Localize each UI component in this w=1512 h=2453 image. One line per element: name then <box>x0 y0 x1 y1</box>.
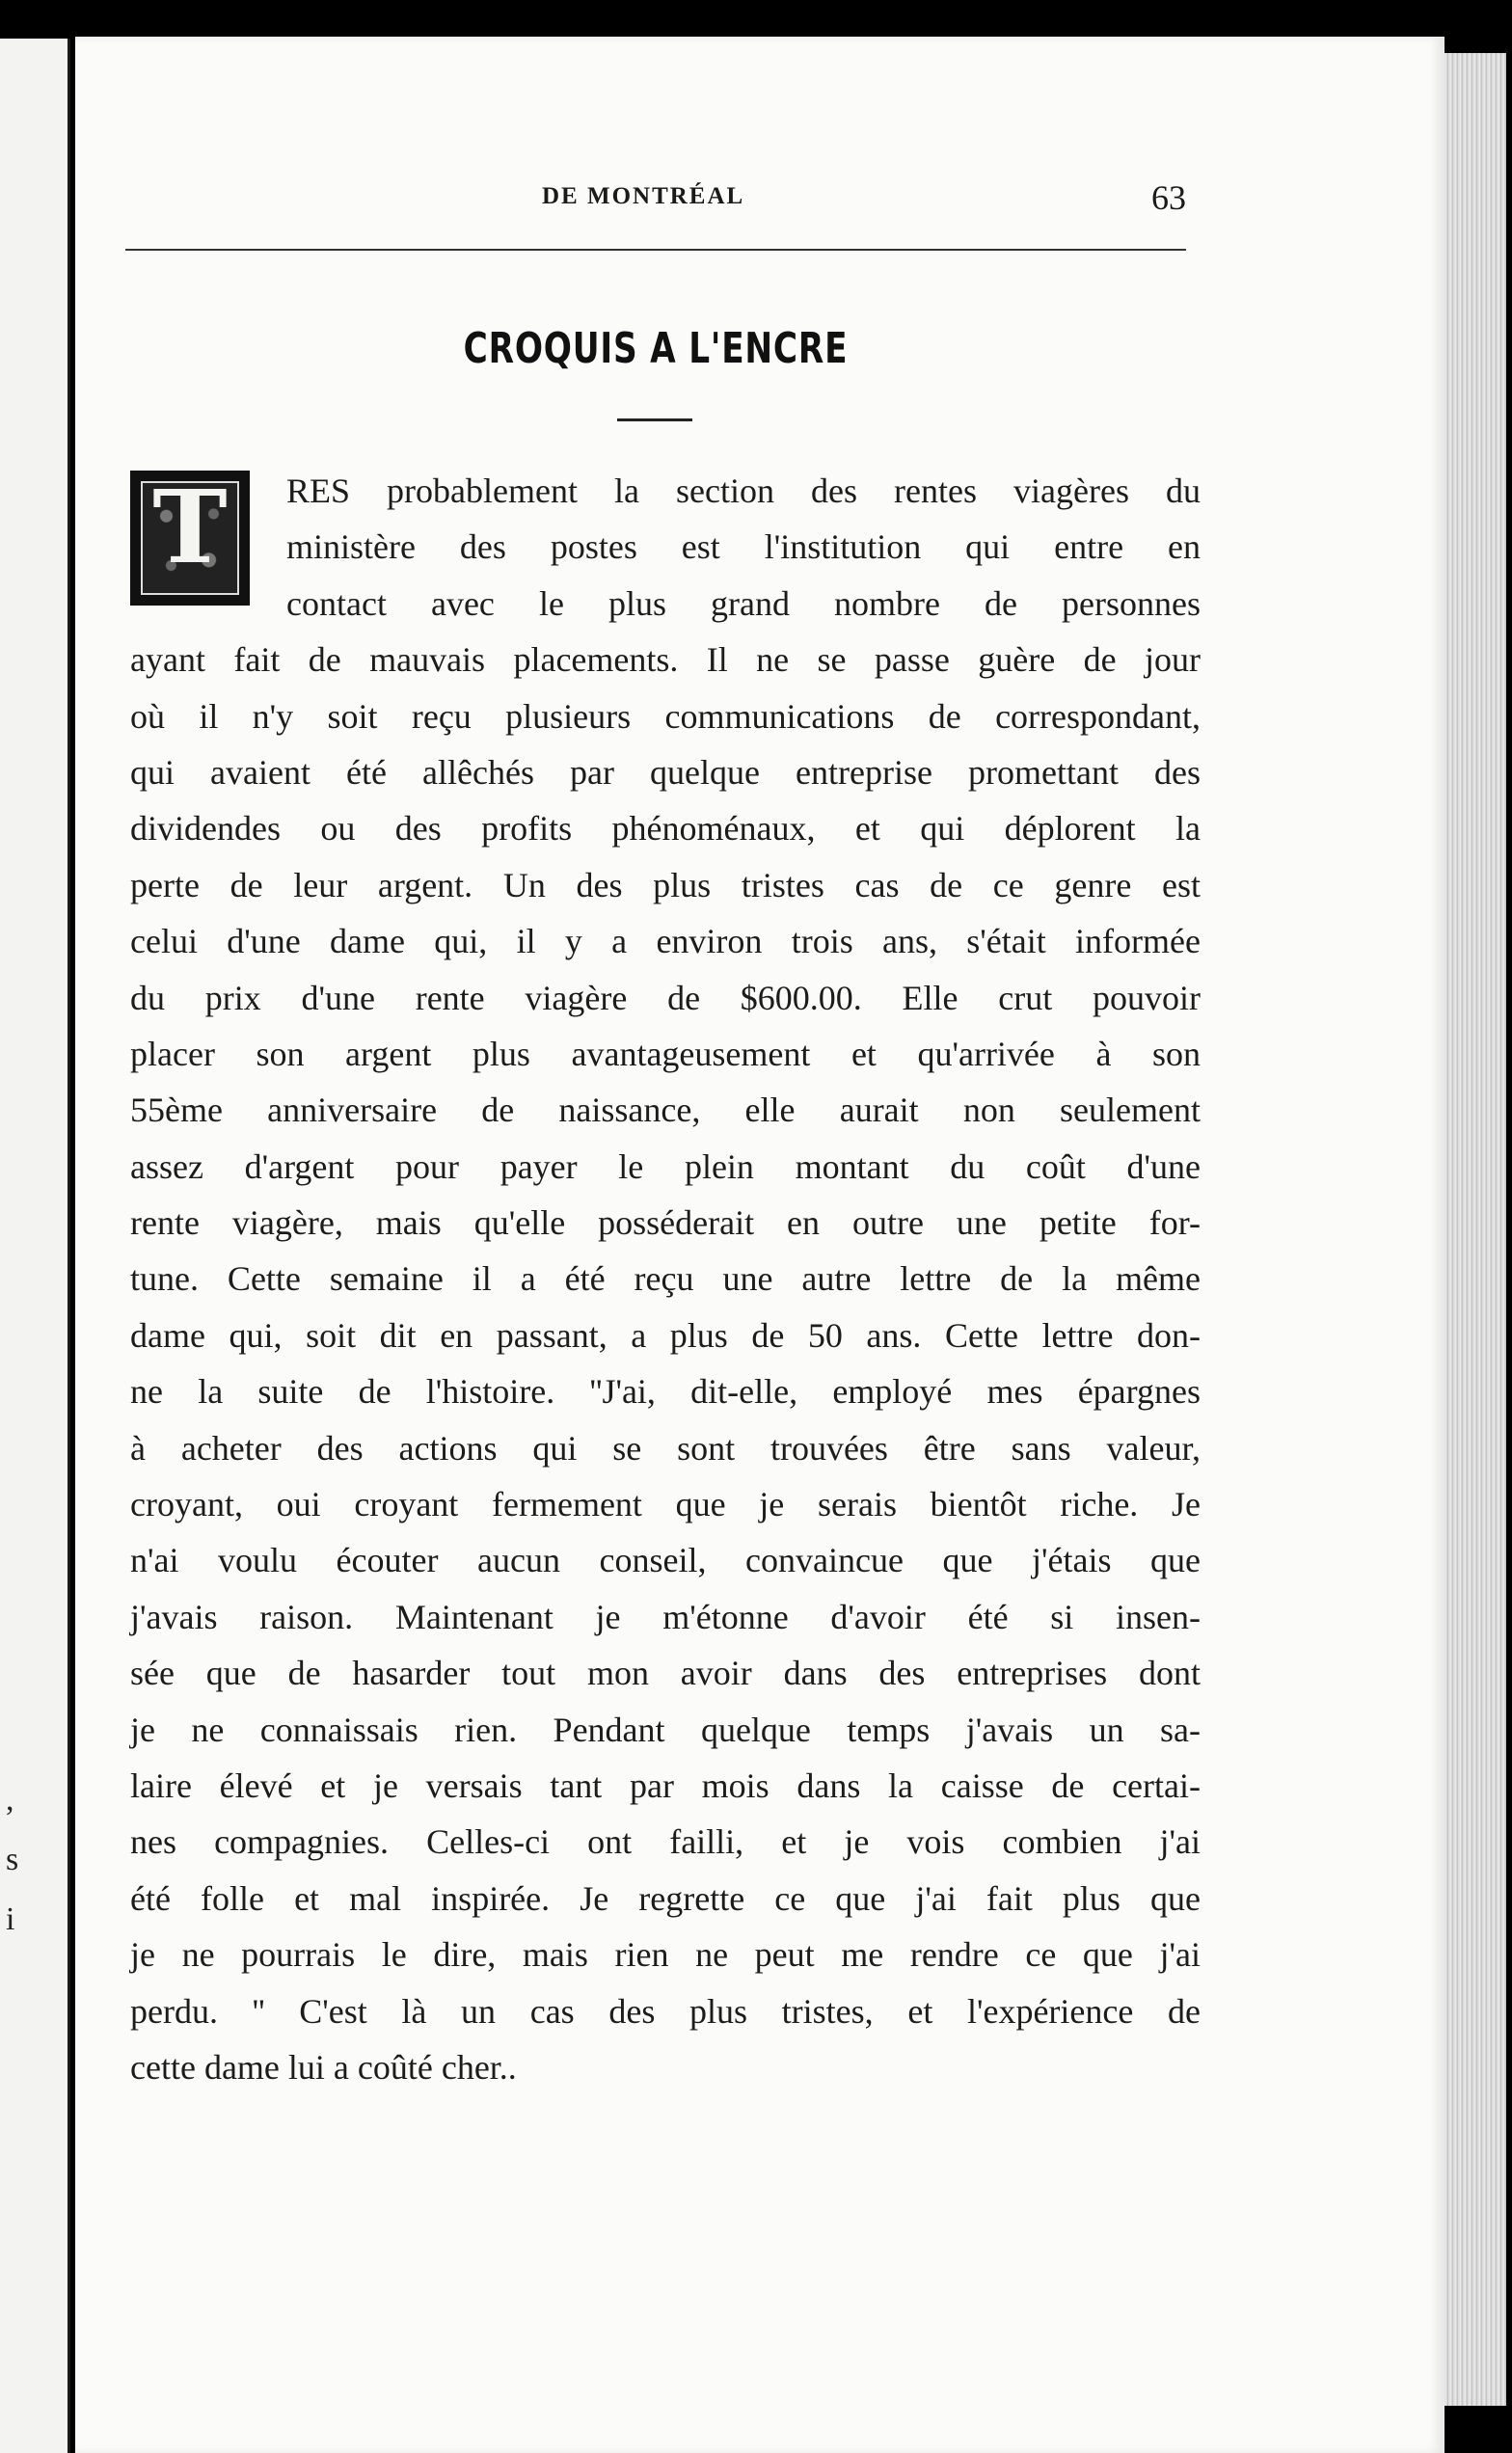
header-rule <box>125 249 1186 251</box>
text-line: je ne connaissais rien. Pendant quelque temps j'avais un sa- <box>130 1710 1201 1749</box>
text-line: contact avec le plus grand nombre de personnes <box>286 583 1201 623</box>
text-line: perte de leur argent. Un des plus tristes cas de ce genre est <box>130 865 1201 904</box>
running-title: DE MONTRÉAL <box>542 183 745 209</box>
text-line: perdu. '' C'est là un cas des plus tristes, et l'expérience de <box>130 1991 1201 2031</box>
text-line: tune. Cette semaine il a été reçu une autre lettre de la même <box>130 1259 1201 1299</box>
text-line: dividendes ou des profits phénoménaux, et qui déplorent la <box>130 809 1201 849</box>
page-number: 63 <box>1151 178 1186 217</box>
text-line: RES probablement la section des rentes viagères du <box>286 472 1201 510</box>
text-line: où il n'y soit reçu plusieurs communications de correspondant, <box>130 696 1201 736</box>
text-line: ayant fait de mauvais placements. Il ne se passe guère de jour <box>130 640 1201 680</box>
page-stack-edges <box>1444 53 1506 2406</box>
text-line: à acheter des actions qui se sont trouvées être sans valeur, <box>130 1428 1201 1468</box>
text-line: sée que de hasarder tout mon avoir dans des entreprises dont <box>130 1654 1201 1693</box>
text-line: rente viagère, mais qu'elle posséderait en outre une petite for- <box>130 1203 1201 1243</box>
text-line: je ne pourrais le dire, mais rien ne peut me rendre ce que j'ai <box>130 1935 1201 1975</box>
dropcap-letter: T <box>152 471 228 586</box>
text-line: été folle et mal inspirée. Je regrette ce que j'ai fait plus que <box>130 1878 1201 1918</box>
text-line: ministère des postes est l'institution qui entre en <box>286 527 1201 567</box>
text-line: j'avais raison. Maintenant je m'étonne d'avoir été si insen- <box>130 1597 1201 1636</box>
article-body <box>130 463 1201 2095</box>
text-line: nes compagnies. Celles-ci ont failli, et je vois combien j'ai <box>130 1822 1201 1862</box>
text-line: ne la suite de l'histoire. ''J'ai, dit-elle, employé mes épargnes <box>130 1372 1201 1412</box>
text-line: laire élevé et je versais tant par mois dans la caisse de certai- <box>130 1766 1201 1805</box>
text-line: croyant, oui croyant fermement que je serais bientôt riche. Je <box>130 1485 1201 1524</box>
article-title: CROQUIS A L'ENCRE <box>463 324 849 373</box>
facing-page-mark: , <box>6 1782 14 1818</box>
facing-page-mark: i <box>6 1901 15 1937</box>
text-line: du prix d'une rente viagère de $600.00. Elle crut pouvoir <box>130 978 1201 1017</box>
text-line: n'ai voulu écouter aucun conseil, convaincue que j'étais que <box>130 1541 1201 1580</box>
text-line: celui d'une dame qui, il y a environ trois ans, s'était informée <box>130 922 1201 961</box>
text-line: 55ème anniversaire de naissance, elle aurait non seulement <box>130 1091 1201 1130</box>
facing-page-edge <box>0 39 70 2453</box>
text-line: dame qui, soit dit en passant, a plus de 50 ans. Cette lettre don- <box>130 1315 1201 1355</box>
running-head <box>125 178 1186 231</box>
text-line: qui avaient été allêchés par quelque entreprise promettant des <box>130 752 1201 792</box>
title-rule <box>617 418 692 421</box>
text-line: assez d'argent pour payer le plein montant du coût d'une <box>130 1146 1201 1186</box>
text-line: placer son argent plus avantageusement et qu'arrivée à son <box>130 1034 1201 1073</box>
text-line: cette dame lui a coûté cher.. <box>130 2047 517 2087</box>
facing-page-mark: s <box>6 1842 19 1877</box>
